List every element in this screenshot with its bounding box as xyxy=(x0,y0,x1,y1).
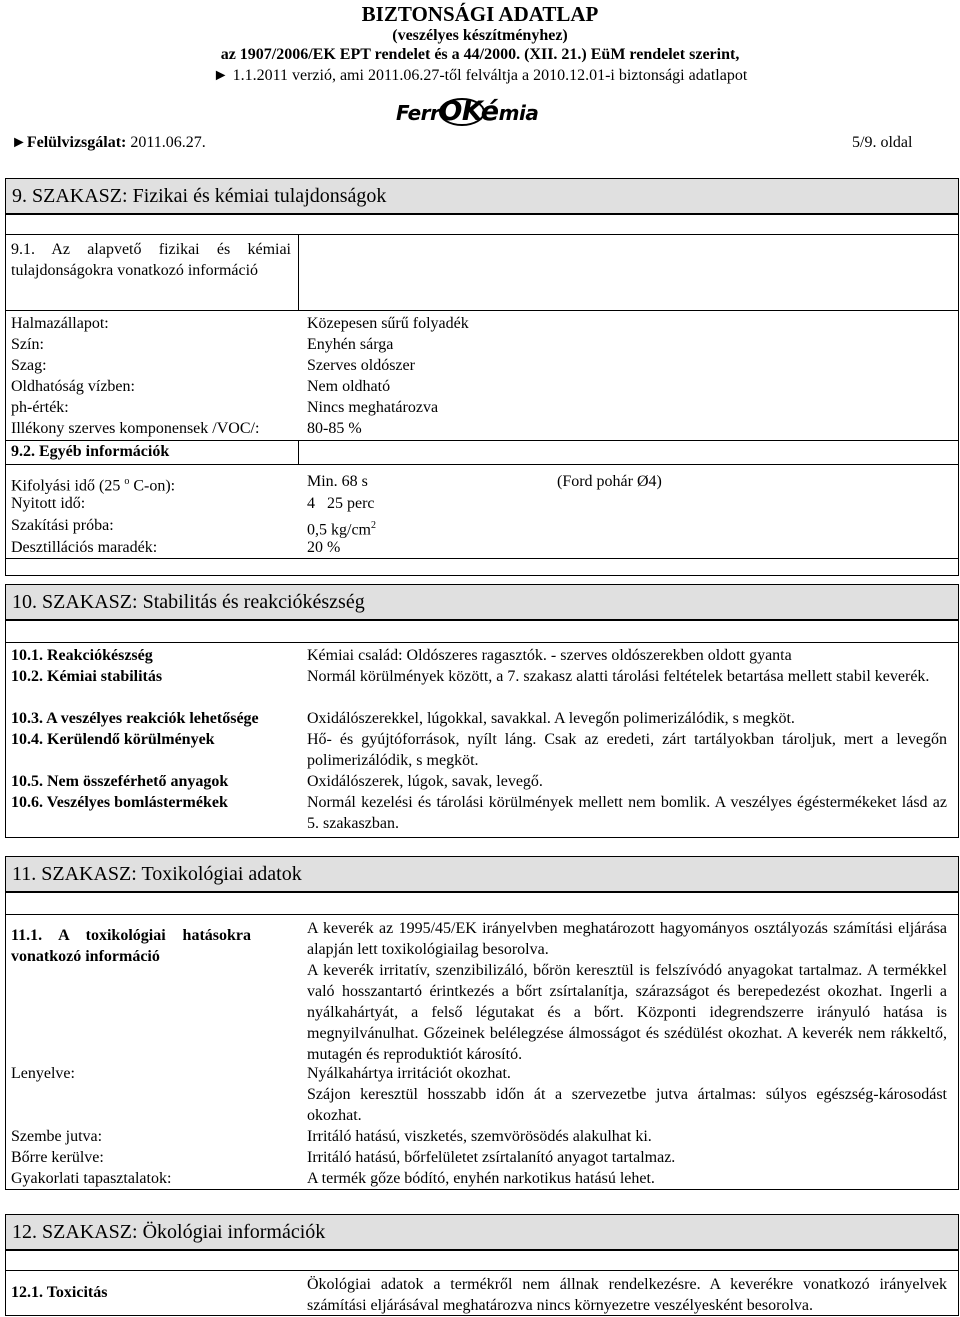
s12-text: Ökológiai adatok a termékről nem állnak rendelkezésre. A keverékre vonatkozó irányelvek számítási eljárásával meghatározva nincs környezetre veszélyesként besorolva. xyxy=(307,1276,947,1314)
s9-label-open-time: Nyitott idő: xyxy=(11,495,86,512)
s9-label-flow: Kifolyási idő (25 $^o$ C-on): xyxy=(11,476,176,495)
s11-exp-label: Gyakorlati tapasztalatok: xyxy=(11,1170,172,1187)
s9-note-flow: (Ford pohár Ø4) xyxy=(557,473,662,490)
s10-r6-label: 10.6. Veszélyes bomlástermékek xyxy=(11,794,228,811)
logo-text-pre: Ferr xyxy=(396,101,440,125)
s11-p1: A keverék az 1995/45/EK irányelvben meghatározott hagyományos osztályozás számítási eljárása alapján lett toxikológiailag besorolva. xyxy=(307,920,947,958)
s10-r1-text: Kémiai család: Oldószeres ragasztók. - szerves oldószerekben oldott gyanta xyxy=(307,647,792,664)
s9-value-voc: 80-85 % xyxy=(307,420,362,437)
s10-r5-label: 10.5. Nem összeférhető anyagok xyxy=(11,773,229,790)
s9-value-flow: Min. 68 s xyxy=(307,473,368,490)
version-line: ► 1.1.2011 verzió, ami 2011.06.27-től felváltja a 2010.12.01-i biztonsági adatlapot xyxy=(212,67,748,84)
s10-r2-label: 10.2. Kémiai stabilitás xyxy=(11,668,163,685)
s9-sub1-title: 9.1. Az alapvető fizikai és kémiai tulajdonságokra vonatkozó információ xyxy=(11,241,291,279)
s9-value-color: Enyhén sárga xyxy=(307,336,394,353)
s9-label-voc: Illékony szerves komponensek /VOC/: xyxy=(11,420,260,437)
revision-label: ►Felülvizsgálat: xyxy=(11,134,127,151)
s11-p2: A keverék irritatív, szenzibilizáló, bőrön keresztül is felszívódó anyagokat tartalmaz. A termékkel való hosszantartó érintkezés a bőrt zsírtalanítja, szárazságot és berepedezést okozhat. Ingerli a nyálkahártyát, a felső légutakat és a bőrt. Központi idegrendszerre irányuló hatása is megnyilvánulhat. Gőzeinek belélegzése álmosságot és szédülést okozhat. A keverék nem rákkeltő, mutagén és reproduktiót károsító. xyxy=(307,962,947,1063)
s12-sub-label: 12.1. Toxicitás xyxy=(11,1284,108,1301)
s9-value-state: Közepesen sűrű folyadék xyxy=(307,315,469,332)
s11-ing-p1: Nyálkahártya irritációt okozhat. xyxy=(307,1065,511,1082)
s11-exp-text: A termék gőze bódító, enyhén narkotikus hatású lehet. xyxy=(307,1170,655,1187)
revision-date: 2011.06.27. xyxy=(130,134,206,151)
section-12-title: 12. SZAKASZ: Ökológiai információk xyxy=(5,1214,959,1250)
document-subtitle: (veszélyes készítményhez) xyxy=(392,27,568,44)
s9-value-solubility: Nem oldható xyxy=(307,378,391,395)
revision-info xyxy=(11,134,206,152)
s9-value-residue: 20 % xyxy=(307,539,341,556)
page-number: 5/9. oldal xyxy=(852,134,913,151)
s11-skin-text: Irritáló hatású, bőrfelületet zsírtalanító anyagot tartalmaz. xyxy=(307,1149,676,1166)
s11-ing-p2: Szájon keresztül hosszabb időn át a szervezetbe jutva ártalmas: súlyos egészség-károsodást okozhat. xyxy=(307,1086,947,1124)
s10-r3-label: 10.3. A veszélyes reakciók lehetősége xyxy=(11,710,259,727)
s10-r1-label: 10.1. Reakciókészség xyxy=(11,647,153,664)
s11-sub-label: 11.1. A toxikológiai hatásokra vonatkozó információ xyxy=(11,927,251,965)
s9-value-ph: Nincs meghatározva xyxy=(307,399,439,416)
s9-label-color: Szín: xyxy=(11,336,44,353)
s9-label-tear: Szakítási próba: xyxy=(11,517,114,534)
document-title: BIZTONSÁGI ADATLAP xyxy=(361,2,599,26)
s9-label-ph: ph-érték: xyxy=(11,399,69,416)
s11-eye-label: Szembe jutva: xyxy=(11,1128,103,1145)
s11-skin-label: Bőrre kerülve: xyxy=(11,1149,104,1166)
logo-text-mid: OKé xyxy=(439,96,499,127)
logo-text-post: mia xyxy=(498,101,539,125)
section-11-title: 11. SZAKASZ: Toxikológiai adatok xyxy=(5,856,959,892)
s9-label-solubility: Oldhatóság vízben: xyxy=(11,378,135,395)
s10-r6-text: Normál kezelési és tárolási körülmények mellett nem bomlik. A veszélyes égéstermékeket lásd az 5. szakaszban. xyxy=(307,794,947,832)
section-9-title: 9. SZAKASZ: Fizikai és kémiai tulajdonságok xyxy=(5,178,959,214)
s9-sub2-title: 9.2. Egyéb információk xyxy=(11,443,170,460)
s9-value-odor: Szerves oldószer xyxy=(307,357,415,374)
section-10-title: 10. SZAKASZ: Stabilitás és reakciókészség xyxy=(5,584,959,620)
s10-r2-text: Normál körülmények között, a 7. szakasz alatti tárolási feltételek betartása mellett stabil keverék. xyxy=(307,668,930,685)
s9-label-residue: Desztillációs maradék: xyxy=(11,539,158,556)
s10-r5-text: Oxidálószerek, lúgok, savak, levegő. xyxy=(307,773,543,790)
s10-r4-label: 10.4. Kerülendő körülmények xyxy=(11,731,215,748)
s9-value-open-time: 4 25 perc xyxy=(307,495,375,512)
ferrokemia-logo xyxy=(396,92,539,132)
regulation-line: az 1907/2006/EK EPT rendelet és a 44/2000. (XII. 21.) EüM rendelet szerint, xyxy=(220,46,740,63)
s9-label-state: Halmazállapot: xyxy=(11,315,109,332)
s9-value-tear: 0,5 $kg/cm^2$ xyxy=(307,520,376,539)
s11-eye-text: Irritáló hatású, viszketés, szemvörösödés alakulhat ki. xyxy=(307,1128,652,1145)
s9-label-odor: Szag: xyxy=(11,357,47,374)
s11-ing-label: Lenyelve: xyxy=(11,1065,75,1082)
s10-r3-text: Oxidálószerekkel, lúgokkal, savakkal. A levegőn polimerizálódik, s megköt. xyxy=(307,710,795,727)
s10-r4-text: Hő- és gyújtóforrások, nyílt láng. Csak az eredeti, zárt tartályokban tároljuk, mert a levegőn polimerizálódik, s megköt. xyxy=(307,731,947,769)
